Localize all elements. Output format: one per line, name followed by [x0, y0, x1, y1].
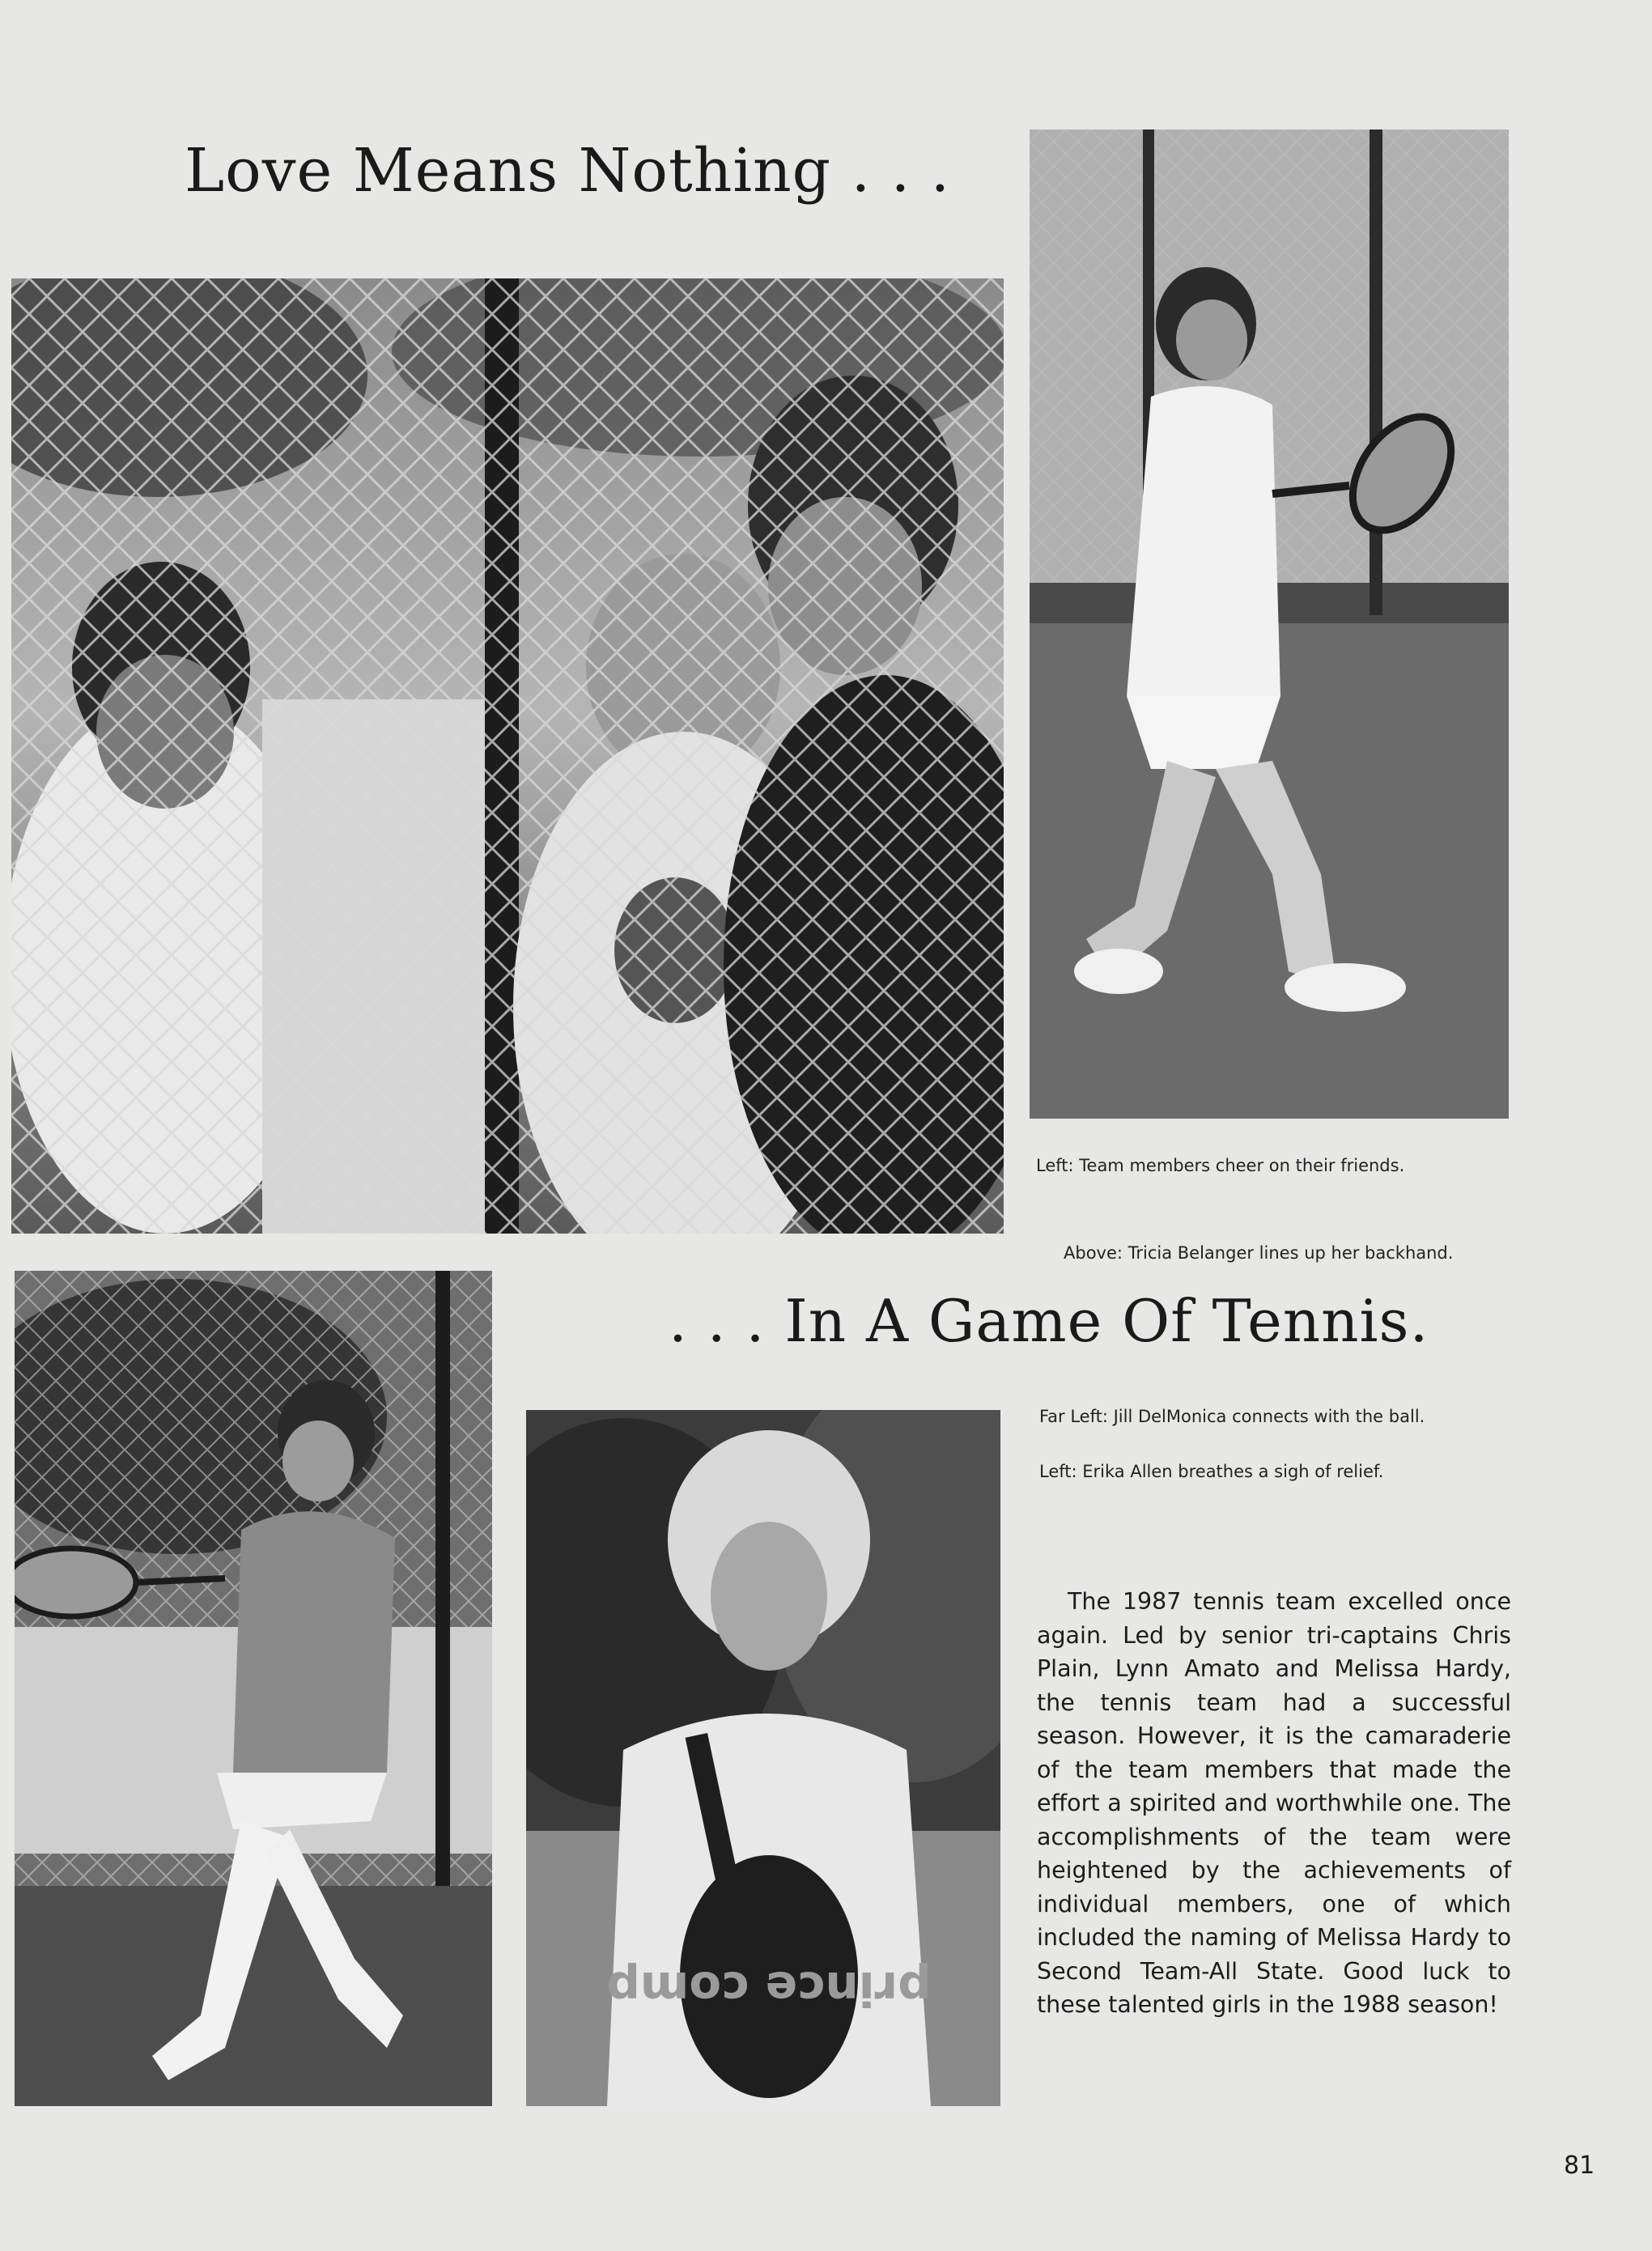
caption-erika: Left: Erika Allen breathes a sigh of relief.	[1039, 1462, 1384, 1481]
photo-team-fence	[11, 278, 1004, 1234]
photo-erika-allen	[526, 1410, 1000, 2106]
caption-team-cheer: Left: Team members cheer on their friends.	[1036, 1156, 1405, 1175]
caption-tricia: Above: Tricia Belanger lines up her backhand.	[1064, 1243, 1454, 1263]
headline-top: Love Means Nothing . . .	[185, 136, 951, 206]
photo-tricia-backhand	[1030, 130, 1509, 1119]
page-number: 81	[1564, 2151, 1595, 2180]
headline-bottom: . . . In A Game Of Tennis.	[669, 1287, 1429, 1355]
caption-jill: Far Left: Jill DelMonica connects with the ball.	[1039, 1407, 1425, 1426]
photo-jill-delmonica	[15, 1271, 492, 2106]
article-body: The 1987 tennis team excelled once again. Led by senior tri-captains Chris Plain, Lynn Amato and Melissa Hardy, the tennis team had a successful season. However, it is the camaraderie of the team members that made the effort a spirited and worthwhile one. The accomplishments of the team were heightened by the achievements of individual members, one of which included the naming of Melissa Hardy to Second Team-All State. Good luck to these talented girls in the 1988 season!	[1037, 1588, 1511, 2018]
racket-brand-text: prince comp	[606, 1961, 932, 2016]
